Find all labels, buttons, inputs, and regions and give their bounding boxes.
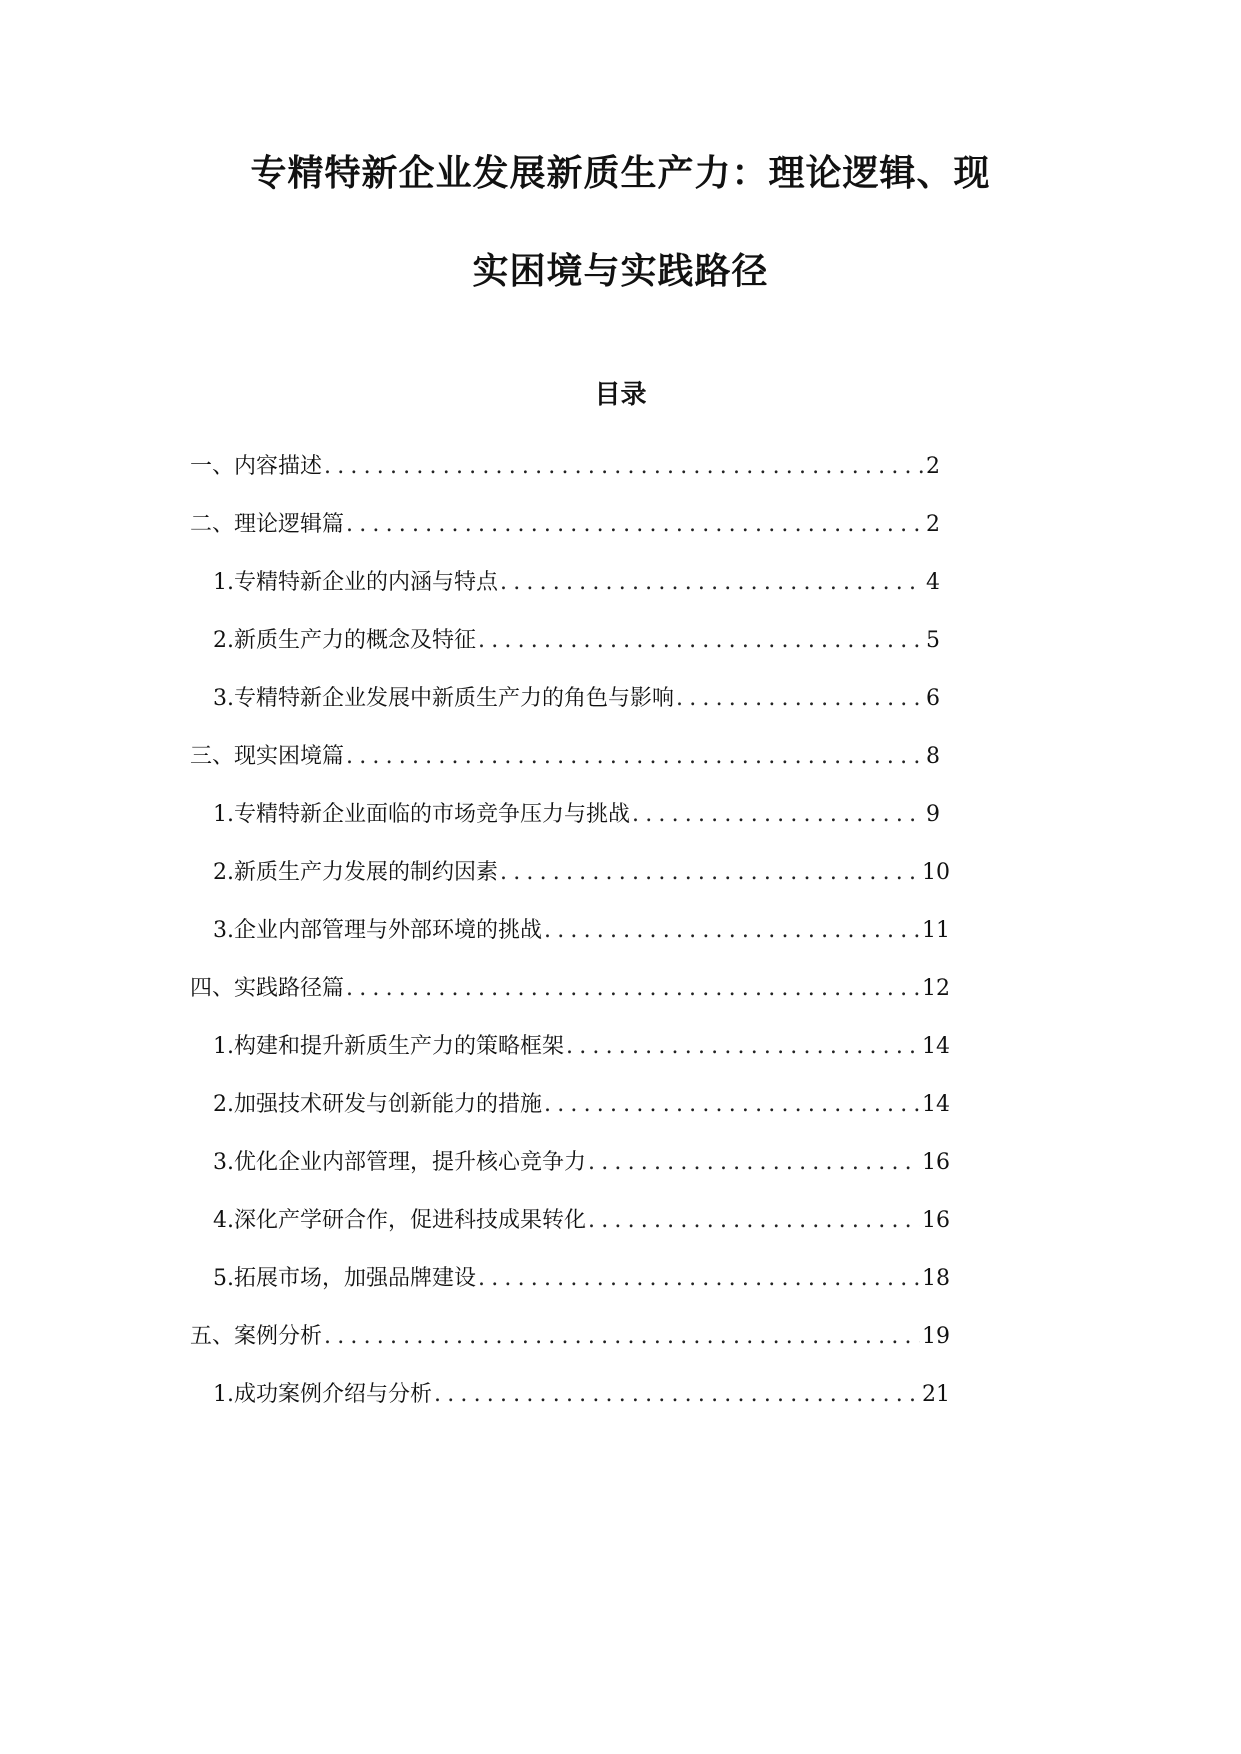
toc-entry-page-number: 2 [926, 512, 940, 537]
toc-entry-number: 1. [213, 1034, 234, 1059]
toc-entry-label: 优化企业内部管理，提升核心竞争力 [234, 1150, 587, 1175]
toc-entry-page-number: 21 [922, 1382, 950, 1407]
toc-subentry[interactable] [213, 1262, 950, 1296]
dot-leader [346, 508, 924, 542]
toc-entry-number: 5. [213, 1266, 234, 1291]
toc-entry-page-number: 5 [926, 628, 940, 653]
dot-leader [346, 740, 924, 774]
toc-entry-number: 1. [213, 802, 234, 827]
dot-leader [544, 914, 920, 948]
toc-entry-label: 专精特新企业的内涵与特点 [234, 570, 499, 595]
toc-entry-label: 二、理论逻辑篇 [190, 512, 345, 537]
document-title-line-1: 专精特新企业发展新质生产力：理论逻辑、现 [250, 153, 991, 194]
dot-leader [500, 856, 920, 890]
toc-entry[interactable] [190, 508, 940, 542]
dot-leader [478, 624, 924, 658]
toc-subentry[interactable] [213, 566, 940, 600]
dot-leader [434, 1378, 920, 1412]
toc-entry-page-number: 11 [922, 918, 950, 943]
toc-entry-label: 专精特新企业发展中新质生产力的角色与影响 [234, 686, 675, 711]
toc-entry[interactable] [190, 450, 940, 484]
toc-entry-number: 2. [213, 860, 234, 885]
toc-entry-label: 企业内部管理与外部环境的挑战 [234, 918, 543, 943]
toc-entry-page-number: 9 [926, 802, 940, 827]
toc-subentry[interactable] [213, 1088, 950, 1122]
toc-entry-page-number: 14 [922, 1092, 950, 1117]
toc-entry-page-number: 18 [922, 1266, 950, 1291]
toc-entry-number: 4. [213, 1208, 234, 1233]
toc-entry-page-number: 19 [922, 1324, 950, 1349]
toc-entry-label: 专精特新企业面临的市场竞争压力与挑战 [234, 802, 631, 827]
dot-leader [346, 972, 920, 1006]
toc-subentry[interactable] [213, 1378, 950, 1412]
toc-entry-label: 三、现实困境篇 [190, 744, 345, 769]
toc-heading: 目录 [594, 380, 647, 410]
toc-entry-label: 拓展市场，加强品牌建设 [234, 1266, 477, 1291]
toc-subentry[interactable] [213, 682, 940, 716]
dot-leader [632, 798, 924, 832]
toc-entry-number: 2. [213, 1092, 234, 1117]
dot-leader [544, 1088, 920, 1122]
dot-leader [478, 1262, 920, 1296]
dot-leader [676, 682, 924, 716]
toc-entry-page-number: 4 [926, 570, 940, 595]
toc-entry-number: 1. [213, 570, 234, 595]
toc-entry-number: 1. [213, 1382, 234, 1407]
toc-subentry[interactable] [213, 914, 950, 948]
toc-entry-label: 五、案例分析 [190, 1324, 323, 1349]
toc-entry[interactable] [190, 1320, 950, 1354]
toc-entry-label: 四、实践路径篇 [190, 976, 345, 1001]
toc-entry-label: 新质生产力发展的制约因素 [234, 860, 499, 885]
toc-subentry[interactable] [213, 1030, 950, 1064]
toc-entry-label: 深化产学研合作，促进科技成果转化 [234, 1208, 587, 1233]
toc-entry-label: 加强技术研发与创新能力的措施 [234, 1092, 543, 1117]
toc-entry[interactable] [190, 972, 950, 1006]
toc-entry-page-number: 14 [922, 1034, 950, 1059]
toc-entry-page-number: 8 [926, 744, 940, 769]
toc-subentry[interactable] [213, 624, 940, 658]
toc-subentry[interactable] [213, 856, 950, 890]
toc-entry-label: 新质生产力的概念及特征 [234, 628, 477, 653]
toc-entry-label: 一、内容描述 [190, 454, 323, 479]
toc-entry-label: 构建和提升新质生产力的策略框架 [234, 1034, 565, 1059]
dot-leader [324, 450, 924, 484]
toc-entry-page-number: 2 [926, 454, 940, 479]
document-title-line-2: 实困境与实践路径 [472, 251, 769, 292]
dot-leader [588, 1204, 920, 1238]
toc-subentry[interactable] [213, 1146, 950, 1180]
toc-subentry[interactable] [213, 798, 940, 832]
toc-entry-page-number: 10 [922, 860, 950, 885]
toc-entry-number: 3. [213, 686, 234, 711]
toc-entry-page-number: 16 [922, 1208, 950, 1233]
toc-entry-page-number: 12 [922, 976, 950, 1001]
toc-entry-page-number: 6 [926, 686, 940, 711]
toc-entry[interactable] [190, 740, 940, 774]
toc-entry-page-number: 16 [922, 1150, 950, 1175]
dot-leader [500, 566, 924, 600]
dot-leader [566, 1030, 920, 1064]
toc-subentry[interactable] [213, 1204, 950, 1238]
toc-entry-label: 成功案例介绍与分析 [234, 1382, 433, 1407]
dot-leader [588, 1146, 920, 1180]
dot-leader [324, 1320, 920, 1354]
toc-entry-number: 2. [213, 628, 234, 653]
toc-entry-number: 3. [213, 918, 234, 943]
toc-entry-number: 3. [213, 1150, 234, 1175]
